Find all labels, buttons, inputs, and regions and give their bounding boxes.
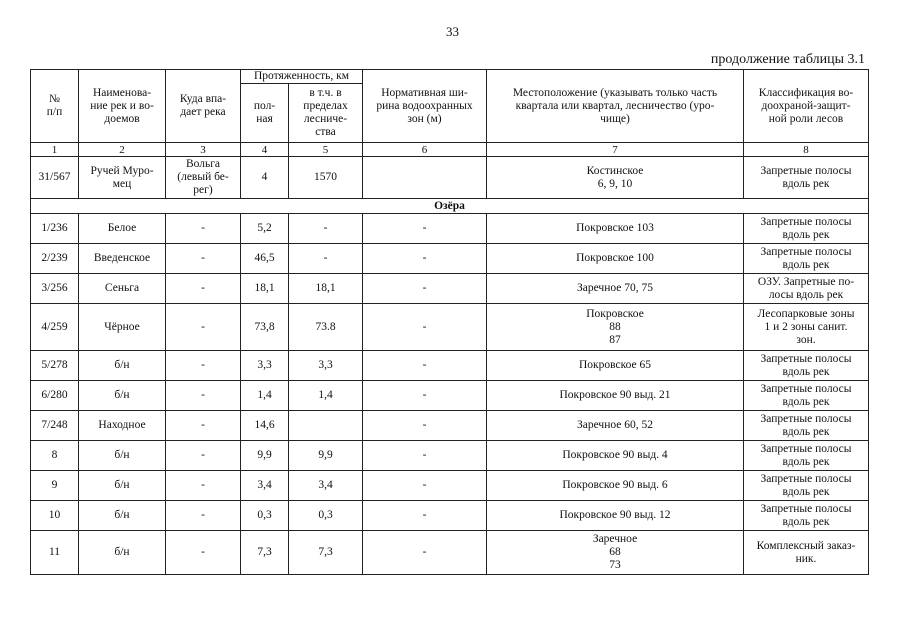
- cell-location: Покровское 90 выд. 21: [487, 381, 744, 411]
- cell-flows-into: -: [166, 471, 241, 501]
- cell-num: 10: [31, 501, 79, 531]
- cell-name: Белое: [79, 214, 166, 244]
- cell-num: 3/256: [31, 274, 79, 304]
- table-row: [31, 157, 869, 199]
- table-continuation-caption: продолжение таблицы 3.1: [710, 52, 865, 67]
- cell-length-within: 18,1: [289, 274, 363, 304]
- cell-length-within: 7,3: [289, 531, 363, 575]
- cell-norm-width: -: [363, 214, 487, 244]
- column-number: 8: [744, 143, 869, 157]
- column-number: 2: [79, 143, 166, 157]
- cell-num: 11: [31, 531, 79, 575]
- cell-length-within: 0,3: [289, 501, 363, 531]
- cell-length-full: 5,2: [241, 214, 289, 244]
- cell-classification: ОЗУ. Запретные по- лосы вдоль рек: [744, 274, 869, 304]
- header-row: [31, 70, 869, 84]
- cell-name: б/н: [79, 351, 166, 381]
- cell-name: б/н: [79, 531, 166, 575]
- cell-flows-into: -: [166, 381, 241, 411]
- cell-norm-width: -: [363, 531, 487, 575]
- cell-norm-width: -: [363, 381, 487, 411]
- column-number-row: [31, 143, 869, 157]
- cell-norm-width: -: [363, 441, 487, 471]
- section-row: [31, 199, 869, 214]
- cell-name: б/н: [79, 501, 166, 531]
- cell-classification: Запретные полосы вдоль рек: [744, 501, 869, 531]
- cell-length-full: 1,4: [241, 381, 289, 411]
- cell-length-full: 9,9: [241, 441, 289, 471]
- header-classification: Классификация во- доохраной-защит- ной роли лесов: [744, 70, 869, 143]
- cell-norm-width: -: [363, 274, 487, 304]
- cell-num: 2/239: [31, 244, 79, 274]
- cell-length-within: [289, 411, 363, 441]
- cell-length-full: 14,6: [241, 411, 289, 441]
- cell-num: 4/259: [31, 304, 79, 351]
- cell-location: Покровское 90 выд. 12: [487, 501, 744, 531]
- header-num: № п/п: [31, 70, 79, 143]
- cell-classification: Запретные полосы вдоль рек: [744, 471, 869, 501]
- cell-num: 9: [31, 471, 79, 501]
- column-number: 5: [289, 143, 363, 157]
- cell-flows-into: -: [166, 304, 241, 351]
- cell-classification: Запретные полосы вдоль рек: [744, 411, 869, 441]
- cell-name: Чёрное: [79, 304, 166, 351]
- cell-num: 7/248: [31, 411, 79, 441]
- cell-classification: Запретные полосы вдоль рек: [744, 244, 869, 274]
- cell-flows-into: -: [166, 531, 241, 575]
- cell-location: Заречное 70, 75: [487, 274, 744, 304]
- cell-length-within: 1570: [289, 157, 363, 199]
- section-title: Озёра: [31, 199, 869, 214]
- cell-length-full: 0,3: [241, 501, 289, 531]
- header-norm-width: Нормативная ши- рина водоохранных зон (м): [363, 70, 487, 143]
- cell-classification: Запретные полосы вдоль рек: [744, 214, 869, 244]
- cell-num: 1/236: [31, 214, 79, 244]
- cell-length-within: 73.8: [289, 304, 363, 351]
- cell-length-full: 46,5: [241, 244, 289, 274]
- cell-name: б/н: [79, 381, 166, 411]
- header-location: Местоположение (указывать только часть квартала или квартал, лесничество (уро- чище): [487, 70, 744, 143]
- cell-length-full: 3,4: [241, 471, 289, 501]
- cell-num: 6/280: [31, 381, 79, 411]
- cell-classification: Запретные полосы вдоль рек: [744, 157, 869, 199]
- cell-classification: Комплексный заказ- ник.: [744, 531, 869, 575]
- cell-name: б/н: [79, 441, 166, 471]
- cell-classification: Запретные полосы вдоль рек: [744, 381, 869, 411]
- cell-num: 5/278: [31, 351, 79, 381]
- cell-location: Покровское 103: [487, 214, 744, 244]
- cell-name: Находное: [79, 411, 166, 441]
- cell-location: Костинское 6, 9, 10: [487, 157, 744, 199]
- cell-flows-into: Вольга (левый бе- рег): [166, 157, 241, 199]
- column-number: 4: [241, 143, 289, 157]
- page-number: 33: [446, 24, 459, 39]
- header-flows-into: Куда впа- дает река: [166, 70, 241, 143]
- table-row: [31, 274, 869, 304]
- cell-norm-width: -: [363, 471, 487, 501]
- table-row: [31, 441, 869, 471]
- cell-flows-into: -: [166, 214, 241, 244]
- cell-norm-width: -: [363, 351, 487, 381]
- table-row: [31, 381, 869, 411]
- cell-length-within: 3,4: [289, 471, 363, 501]
- cell-location: Покровское 65: [487, 351, 744, 381]
- cell-length-within: -: [289, 244, 363, 274]
- cell-location: Заречное 68 73: [487, 531, 744, 575]
- header-length-full: пол- ная: [241, 84, 289, 143]
- cell-length-within: 3,3: [289, 351, 363, 381]
- cell-name: б/н: [79, 471, 166, 501]
- table-row: [31, 501, 869, 531]
- cell-classification: Запретные полосы вдоль рек: [744, 441, 869, 471]
- cell-classification: Запретные полосы вдоль рек: [744, 351, 869, 381]
- water-bodies-table: [30, 69, 869, 575]
- cell-length-within: 9,9: [289, 441, 363, 471]
- cell-name: Ручей Муро- мец: [79, 157, 166, 199]
- cell-length-full: 7,3: [241, 531, 289, 575]
- cell-flows-into: -: [166, 411, 241, 441]
- cell-norm-width: [363, 157, 487, 199]
- cell-flows-into: -: [166, 351, 241, 381]
- column-number: 1: [31, 143, 79, 157]
- cell-location: Заречное 60, 52: [487, 411, 744, 441]
- header-length-within-forestry: в т.ч. в пределах лесниче- ства: [289, 84, 363, 143]
- header-name: Наименова- ние рек и во- доемов: [79, 70, 166, 143]
- cell-location: Покровское 90 выд. 6: [487, 471, 744, 501]
- table-row: [31, 411, 869, 441]
- table-row: [31, 244, 869, 274]
- cell-flows-into: -: [166, 244, 241, 274]
- cell-flows-into: -: [166, 274, 241, 304]
- cell-norm-width: -: [363, 304, 487, 351]
- table-row: [31, 351, 869, 381]
- cell-location: Покровское 88 87: [487, 304, 744, 351]
- cell-num: 31/567: [31, 157, 79, 199]
- cell-flows-into: -: [166, 441, 241, 471]
- cell-num: 8: [31, 441, 79, 471]
- cell-name: Введенское: [79, 244, 166, 274]
- table-row: [31, 471, 869, 501]
- table-row: [31, 531, 869, 575]
- cell-norm-width: -: [363, 501, 487, 531]
- cell-norm-width: -: [363, 411, 487, 441]
- cell-length-within: 1,4: [289, 381, 363, 411]
- cell-name: Сеньга: [79, 274, 166, 304]
- cell-classification: Лесопарковые зоны 1 и 2 зоны санит. зон.: [744, 304, 869, 351]
- table-row: [31, 214, 869, 244]
- column-number: 3: [166, 143, 241, 157]
- header-length: Протяженность, км: [241, 70, 363, 84]
- cell-length-full: 18,1: [241, 274, 289, 304]
- column-number: 7: [487, 143, 744, 157]
- lake-rows: [31, 214, 869, 575]
- cell-location: Покровское 100: [487, 244, 744, 274]
- cell-flows-into: -: [166, 501, 241, 531]
- cell-length-full: 4: [241, 157, 289, 199]
- table-row: [31, 304, 869, 351]
- cell-length-within: -: [289, 214, 363, 244]
- cell-length-full: 73,8: [241, 304, 289, 351]
- cell-location: Покровское 90 выд. 4: [487, 441, 744, 471]
- cell-length-full: 3,3: [241, 351, 289, 381]
- column-number: 6: [363, 143, 487, 157]
- cell-norm-width: -: [363, 244, 487, 274]
